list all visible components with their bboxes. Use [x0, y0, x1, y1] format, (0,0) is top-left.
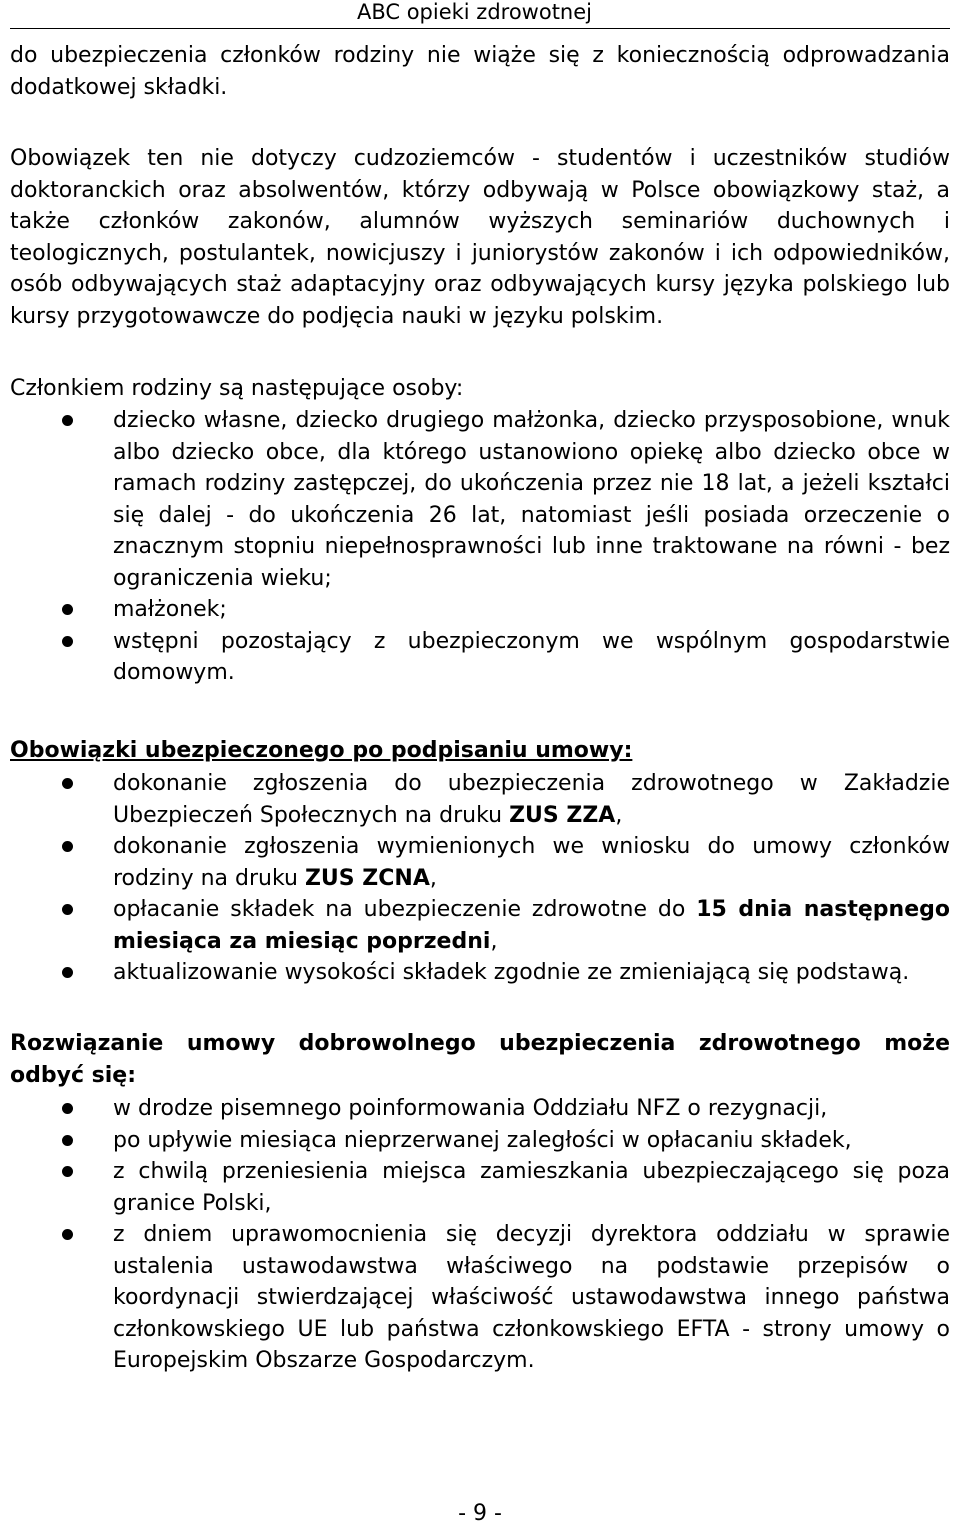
duties-heading-text: Obowiązki ubezpieczonego po podpisaniu umowy:: [10, 738, 633, 763]
termination-heading: Rozwiązanie umowy dobrowolnego ubezpieczenia zdrowotnego może odbyć się:: [10, 1031, 950, 1088]
list-item: [10, 768, 950, 831]
duties-heading: [10, 735, 950, 767]
list-item: w drodze pisemnego poinformowania Oddziału NFZ o rezygnacji,: [10, 1093, 950, 1125]
list-item: wstępni pozostający z ubezpieczonym we wspólnym gospodarstwie domowym.: [10, 626, 950, 689]
duty-end: ,: [615, 802, 623, 828]
form-name: ZUS ZCNA: [304, 865, 430, 891]
list-item: po upływie miesiąca nieprzerwanej zaległości w opłacaniu składek,: [10, 1125, 950, 1157]
duty-end: ,: [429, 865, 437, 891]
duty-text: opłacanie składek na ubezpieczenie zdrowotne do: [113, 897, 697, 922]
deadline-text: 15 dnia następnego miesiąca za miesiąc poprzedni: [113, 897, 950, 954]
duty-text: dokonanie zgłoszenia do ubezpieczenia zdrowotnego w Zakładzie Ubezpieczeń Społecznych na druku: [113, 771, 950, 828]
header-rule: [10, 28, 950, 29]
form-name: ZUS ZZA: [509, 802, 616, 828]
list-item: z dniem uprawomocnienia się decyzji dyrektora oddziału w sprawie ustalenia ustawodawstwa właściwego na podstawie przepisów o koordynacji stwierdzającej właściwość ustawodawstwa innego państwa członkowskiego UE lub państwa członkowskiego EFTA - strony umowy o Europejskim Obszarze Gospodarczym.: [10, 1219, 950, 1377]
duty-end: ,: [490, 928, 498, 954]
duties-list: [10, 768, 950, 989]
list-item: [10, 957, 950, 989]
termination-list: [10, 1093, 950, 1377]
family-lead: Członkiem rodziny są następujące osoby:: [10, 376, 464, 401]
list-item: [10, 831, 950, 894]
list-item: dziecko własne, dziecko drugiego małżonka, dziecko przysposobione, wnuk albo dziecko obce, dla którego ustanowiono opiekę albo dziecko obce w ramach rodziny zastępczej, do ukończenia przez nie 18 lat, a jeżeli kształci się dalej - do ukończenia 26 lat, natomiast jeśli posiada orzeczenie o znacznym stopniu niepełnosprawności lub inne traktowane na równi - bez ograniczenia wieku;: [10, 405, 950, 594]
exemption-paragraph: Obowiązek ten nie dotyczy cudzoziemców - studentów i uczestników studiów doktoranckich oraz absolwentów, którzy odbywają w Polsce obowiązkowy staż, a także członków zakonów, alumnów wyższych seminariów duchownych i teologicznych, postulantek, nowicjuszy i juniorystów zakonów i ich odpowiedników, osób odbywających staż adaptacyjny oraz odbywających kursy języka polskiego lub kursy przygotowawcze do podjęcia nauki w języku polskim.: [10, 146, 950, 329]
duty-text: dokonanie zgłoszenia wymienionych we wniosku do umowy członków rodziny na druku: [113, 834, 950, 891]
running-header: ABC opieki zdrowotnej: [356, 0, 592, 24]
page-number: - 9 -: [458, 1501, 502, 1526]
intro-paragraph: do ubezpieczenia członków rodziny nie wiąże się z koniecznością odprowadzania dodatkowej składki.: [10, 43, 950, 100]
family-member-list: [10, 405, 950, 689]
list-item: z chwilą przeniesienia miejsca zamieszkania ubezpieczającego się poza granice Polski,: [10, 1156, 950, 1219]
list-item: [10, 894, 950, 957]
list-item: małżonek;: [10, 594, 950, 626]
duty-text: aktualizowanie wysokości składek zgodnie ze zmieniającą się podstawą.: [113, 960, 910, 985]
